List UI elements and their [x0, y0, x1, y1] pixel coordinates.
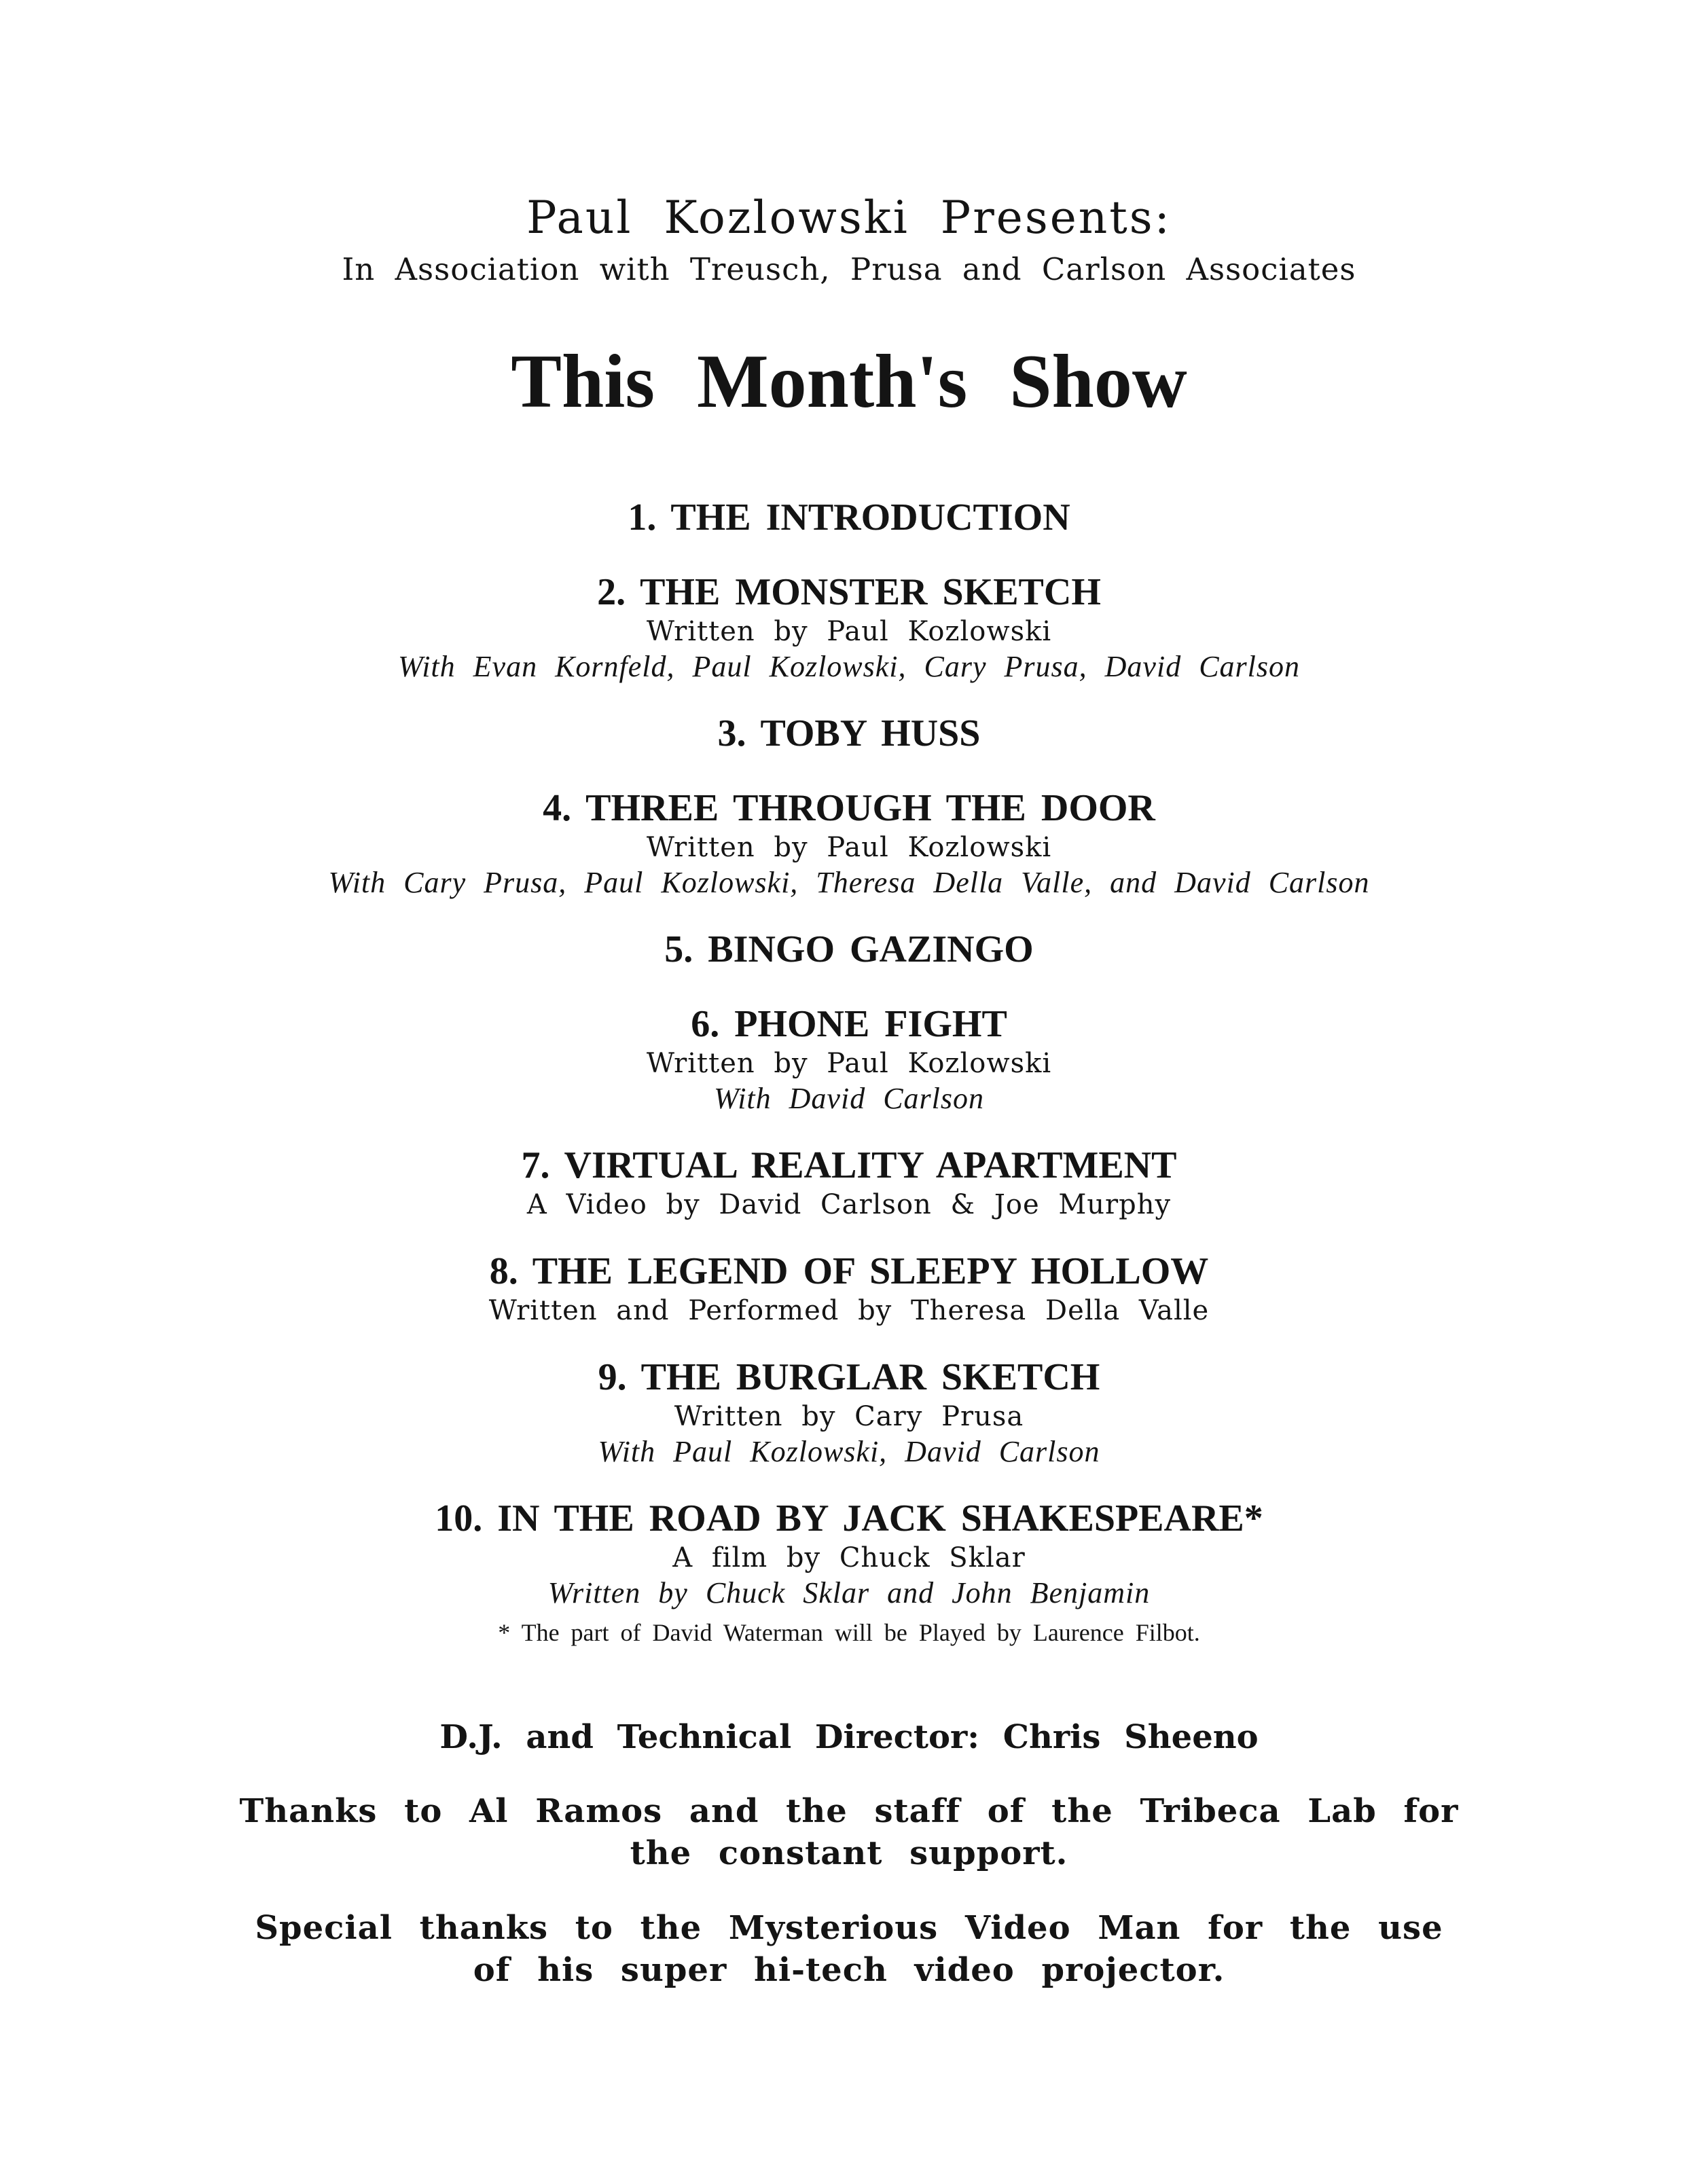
act-credit: Written by Paul Kozlowski — [646, 616, 1052, 647]
act-cast: With Paul Kozlowski, David Carlson — [598, 1435, 1100, 1468]
act-title: 6. PHONE FIGHT — [691, 1003, 1007, 1045]
act-title: 8. THE LEGEND OF SLEEPY HOLLOW — [489, 1250, 1209, 1292]
credits-section — [0, 1717, 1698, 1991]
thanks-video: Special thanks to the Mysterious Video Man for the use of his super hi-tech video projector. — [255, 1909, 1443, 1989]
act-2 — [0, 570, 1698, 685]
act-cast: With Evan Kornfeld, Paul Kozlowski, Cary Prusa, David Carlson — [397, 650, 1301, 683]
act-title: 5. BINGO GAZINGO — [664, 928, 1034, 970]
act-3 — [0, 712, 1698, 755]
act-8 — [0, 1250, 1698, 1328]
thanks-lab: Thanks to Al Ramos and the staff of the Tribeca Lab for the constant support. — [239, 1792, 1459, 1872]
act-title: 3. TOBY HUSS — [717, 712, 981, 754]
association-line: In Association with Treusch, Prusa and Carlson Associates — [342, 251, 1356, 287]
act-credit: Written and Performed by Theresa Della Valle — [488, 1295, 1210, 1326]
act-footnote: * The part of David Waterman will be Played by Laurence Filbot. — [498, 1619, 1200, 1646]
act-5 — [0, 928, 1698, 971]
act-10 — [0, 1497, 1698, 1648]
act-cast: With Cary Prusa, Paul Kozlowski, Theresa Della Valle, and David Carlson — [328, 866, 1370, 899]
act-cast: Written by Chuck Sklar and John Benjamin — [547, 1576, 1151, 1609]
program-list — [0, 496, 1698, 1648]
act-title: 4. THREE THROUGH THE DOOR — [543, 787, 1155, 829]
act-9 — [0, 1355, 1698, 1470]
technical-director-credit: D.J. and Technical Director: Chris Sheeno — [439, 1718, 1259, 1756]
page-title: This Month's Show — [511, 340, 1187, 424]
act-credit: Written by Paul Kozlowski — [646, 1048, 1052, 1079]
act-credit: Written by Paul Kozlowski — [646, 832, 1052, 863]
act-credit: A Video by David Carlson & Joe Murphy — [526, 1189, 1172, 1220]
act-7 — [0, 1144, 1698, 1222]
act-title: 2. THE MONSTER SKETCH — [597, 571, 1101, 613]
act-cast: With David Carlson — [713, 1082, 985, 1115]
act-4 — [0, 786, 1698, 900]
act-title: 7. VIRTUAL REALITY APARTMENT — [521, 1144, 1177, 1186]
act-title: 10. IN THE ROAD BY JACK SHAKESPEARE* — [435, 1497, 1263, 1540]
act-1 — [0, 496, 1698, 539]
act-credit: A film by Chuck Sklar — [672, 1542, 1026, 1573]
act-title: 1. THE INTRODUCTION — [628, 496, 1070, 539]
act-title: 9. THE BURGLAR SKETCH — [598, 1356, 1100, 1398]
act-6 — [0, 1002, 1698, 1116]
act-credit: Written by Cary Prusa — [674, 1401, 1024, 1432]
presenter-line: Paul Kozlowski Presents: — [526, 192, 1172, 244]
